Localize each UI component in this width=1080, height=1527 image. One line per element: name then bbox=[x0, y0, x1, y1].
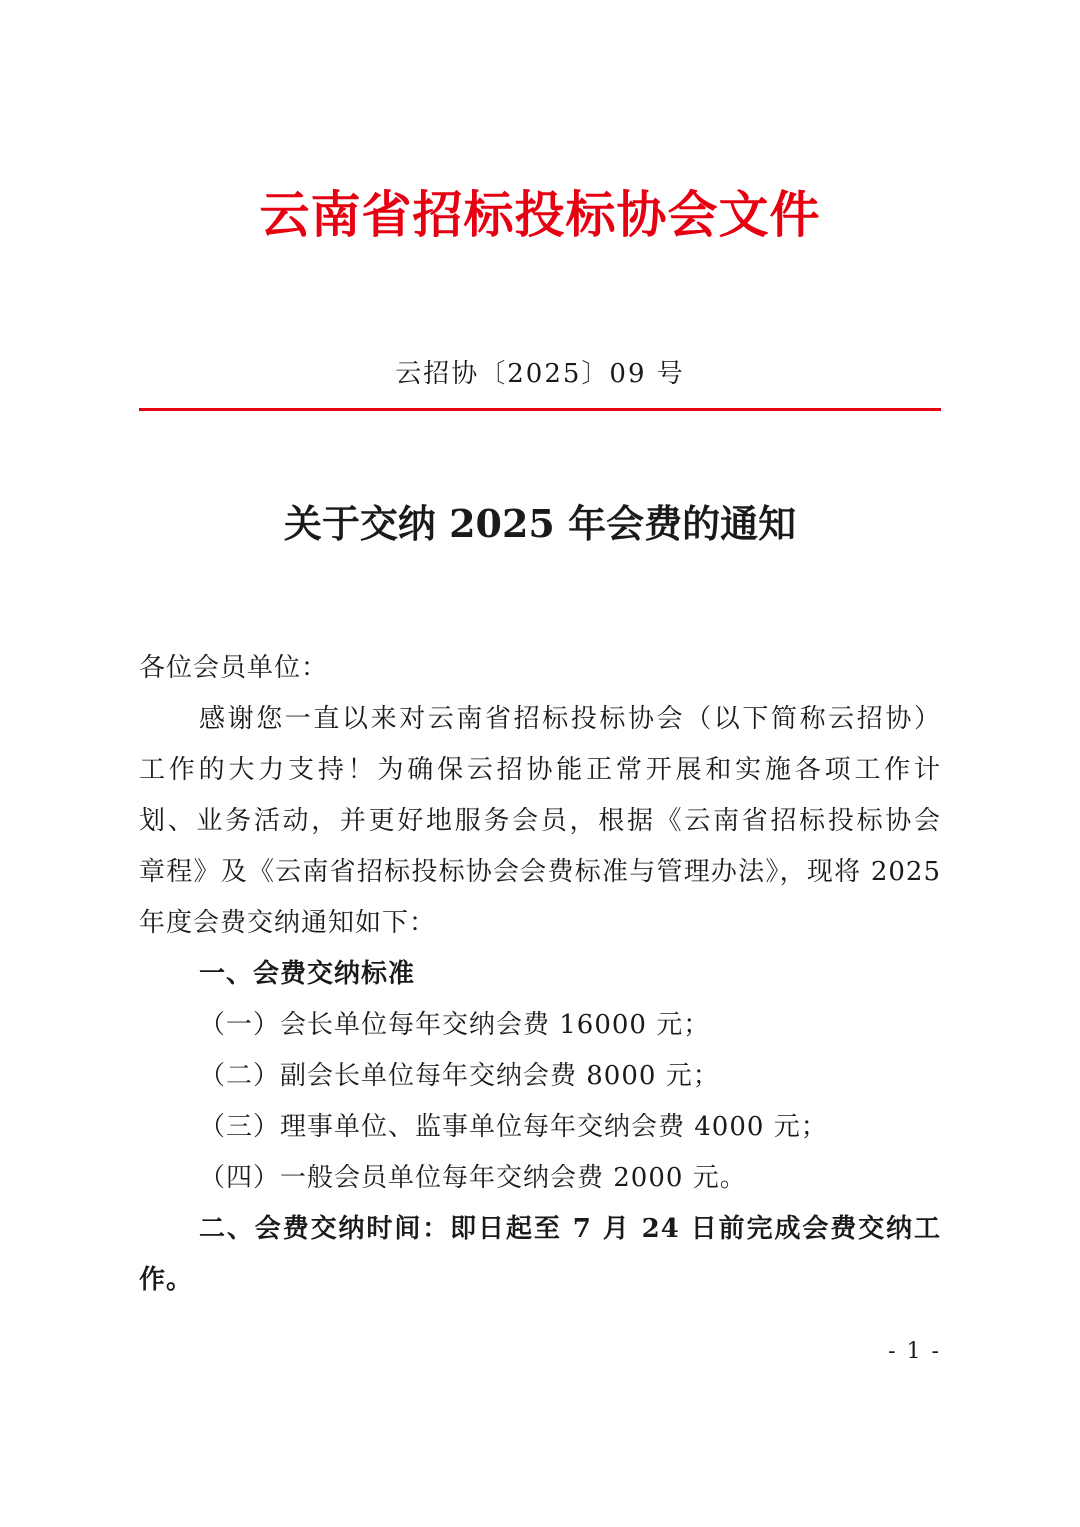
fee-item: （三）理事单位、监事单位每年交纳会费 4000 元； bbox=[199, 1112, 828, 1142]
organization-header: 云南省招标投标协会文件 bbox=[259, 185, 821, 244]
section-heading: 一、会费交纳标准 bbox=[199, 959, 416, 989]
fee-item: （二）副会长单位每年交纳会费 8000 元； bbox=[199, 1061, 720, 1091]
red-divider bbox=[139, 408, 941, 411]
paragraph-line: 工作的大力支持！为确保云招协能正常开展和实施各项工作计 bbox=[139, 755, 941, 785]
notice-title: 关于交纳 2025 年会费的通知 bbox=[283, 501, 797, 546]
section-heading: 二、会费交纳时间：即日起至 7 月 24 日前完成会费交纳工 bbox=[199, 1214, 941, 1244]
paragraph-line: 年度会费交纳通知如下： bbox=[139, 908, 437, 938]
paragraph-line: 划、业务活动，并更好地服务会员，根据《云南省招标投标协会 bbox=[139, 806, 941, 836]
section-heading-continued: 作。 bbox=[139, 1265, 194, 1295]
paragraph-line: 感谢您一直以来对云南省招标投标协会（以下简称云招协） bbox=[199, 704, 941, 734]
fee-item: （一）会长单位每年交纳会费 16000 元； bbox=[199, 1010, 711, 1040]
fee-item: （四）一般会员单位每年交纳会费 2000 元。 bbox=[199, 1163, 747, 1193]
salutation: 各位会员单位： bbox=[139, 653, 329, 683]
page-number: - 1 - bbox=[888, 1339, 941, 1364]
paragraph-line: 章程》及《云南省招标投标协会会费标准与管理办法》，现将 2025 bbox=[139, 857, 941, 887]
document-number: 云招协〔2025〕09 号 bbox=[395, 359, 685, 389]
